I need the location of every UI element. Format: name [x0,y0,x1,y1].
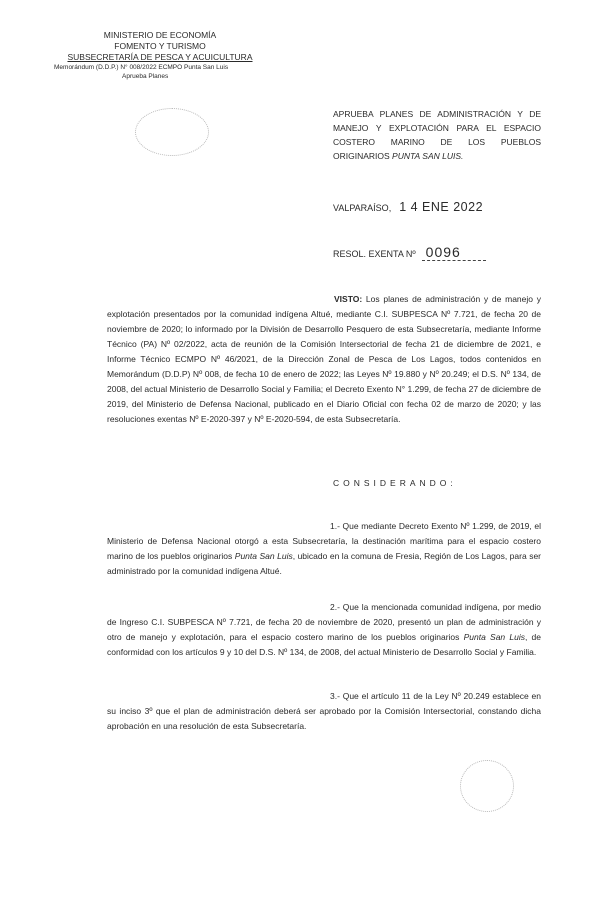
ministry-name: MINISTERIO DE ECONOMÍA [103,30,217,40]
c2-text-a: 2.- Que la mencionada comunidad indígena, por medio de Ingreso C.I. SUBPESCA Nº 7.721, de fecha 20 de noviembre de 2020, presentó un plan de administración y otro de manejo y explotación, para el espacio costero marino de los pueblos originarios [107,602,541,642]
considerando-2 [107,600,541,660]
date-stamp: 1 4 ENE 2022 [399,200,484,214]
visto-label: VISTO: [334,294,363,304]
resolution-subject [333,107,541,163]
c1-text-b: , ubicado en la comuna de Fresia, Región de Los Lagos, para ser administrado por la comunidad indígena Altué. [107,551,542,576]
considerando-1 [107,519,541,579]
resolution-number: 0096 [422,244,486,261]
resolution-label: RESOL. EXENTA Nº [333,249,416,259]
letterhead [54,30,260,81]
place-and-date [333,200,483,214]
visto-paragraph [107,292,541,427]
faint-stamp-top [135,108,209,156]
faint-stamp-bottom [460,760,514,812]
ministry-subtitle: FOMENTO Y TURISMO [114,41,206,51]
undersecretariat-name: SUBSECRETARÍA DE PESCA Y ACUICULTURA [67,52,253,62]
subject-text: APRUEBA PLANES DE ADMINISTRACIÓN Y DE MANEJO Y EXPLOTACIÓN PARA EL ESPACIO COSTERO MARINO DE LOS PUEBLOS ORIGINARIOS [333,109,541,161]
c2-place-name: Punta San Luis [463,632,525,642]
memo-reference: Memorándum (D.D.P.) N° 008/2022 ECMPO Punta San Luis [54,64,229,71]
c1-place-name: Punta San Luis [234,551,293,561]
considerando-3: 3.- Que el artículo 11 de la Ley Nº 20.249 establece en su inciso 3º que el plan de administración deberá ser aprobado por la Comisión Intersectorial, constando dicha aprobación en una resolución de esta Subsecretaría. [107,691,541,731]
considerando-heading: CONSIDERANDO: [333,478,457,488]
subject-place-name: PUNTA SAN LUIS. [392,151,464,161]
c1-text-a: 1.- Que mediante Decreto Exento Nº 1.299, de 2019, el Ministerio de Defensa Nacional otorgó a esta Subsecretaría, la destinación marítima para el espacio costero marino de los pueblos originarios [107,521,541,561]
aprueba-note: Aprueba Planes [122,73,169,80]
resolution-number-line [333,244,486,261]
visto-text: Los planes de administración y de manejo y explotación presentados por la comunidad indígena Altué, mediante C.I. SUBPESCA Nº 7.721, de fecha 20 de noviembre de 2020; lo informado por la División de Desarrollo Pesquero de esta Subsecretaría, mediante Informe Técnico (PA) Nº 02/2022, acta de reunión de la Comisión Intersectorial de fecha 21 de diciembre de 2021, e Informe Técnico ECMPO Nº 46/2021, de la Dirección Zonal de Pesca de Los Lagos, todos contenidos en Memorándum (D.D.P) Nº 008, de fecha 10 de enero de 2022; las Leyes Nº 19.880 y Nº 20.249; el D.S. Nº 134, de 2008, del actual Ministerio de Desarrollo Social y Familia; el Decreto Exento N° 1.299, de fecha 27 de diciembre de 2019, del Ministerio de Defensa Nacional, publicado en el Diario Oficial con fecha 02 de marzo de 2020; y las resoluciones exentas Nº E-2020-397 y Nº E-2020-594, de esta Subsecretaría. [107,294,541,424]
place: VALPARAÍSO, [333,203,392,213]
c2-text-b: , de conformidad con los artículos 9 y 10 del D.S. Nº 134, de 2008, del actual Ministerio de Desarrollo Social y Familia. [107,632,541,657]
